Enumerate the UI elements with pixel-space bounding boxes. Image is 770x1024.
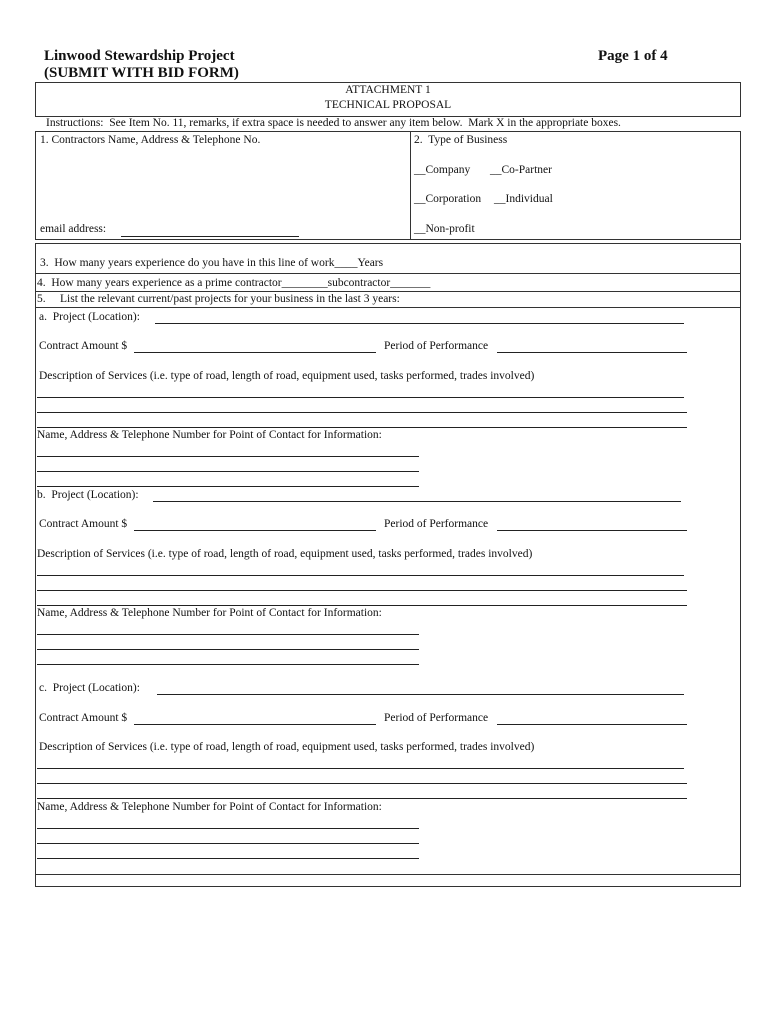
company-option[interactable]: __Company (414, 164, 471, 176)
project-a-contact-label: Name, Address & Telephone Number for Point of Contact for Information: (37, 429, 382, 441)
divider (410, 131, 411, 240)
project-a-period-field[interactable] (497, 352, 687, 353)
project-b-label: b. Project (Location): (37, 489, 139, 501)
project-b-location-field[interactable] (153, 501, 681, 502)
project-c-period-field[interactable] (497, 724, 687, 725)
project-b-contact-label: Name, Address & Telephone Number for Point of Contact for Information: (37, 607, 382, 619)
frame-left (35, 243, 36, 887)
project-a-period-label: Period of Performance (384, 340, 489, 352)
instructions: Instructions: See Item No. 11, remarks, if extra space is needed to answer any item below. Mark X in the appropriate boxes. (46, 117, 621, 129)
divider (35, 273, 741, 274)
project-c-contract-label: Contract Amount $ (39, 712, 128, 724)
divider (35, 886, 741, 887)
nonprofit-option[interactable]: __Non-profit (414, 223, 475, 235)
project-b-period-label: Period of Performance (384, 518, 489, 530)
project-a-contact-line[interactable] (37, 486, 419, 487)
project-c-contract-field[interactable] (134, 724, 376, 725)
project-b-description-line[interactable] (37, 590, 687, 591)
project-title: Linwood Stewardship Project (44, 48, 235, 64)
project-a-label: a. Project (Location): (39, 311, 140, 323)
project-a-contact-line[interactable] (37, 471, 419, 472)
divider (35, 243, 741, 244)
project-c-label: c. Project (Location): (39, 682, 140, 694)
project-b-description-line[interactable] (37, 575, 684, 576)
project-b-contact-line[interactable] (37, 634, 419, 635)
page-number: Page 1 of 4 (598, 48, 668, 64)
project-b-description-label: Description of Services (i.e. type of road, length of road, equipment used, tasks performed, trades involved) (37, 548, 533, 560)
question-5: 5. List the relevant current/past projects for your business in the last 3 years: (37, 293, 400, 305)
project-a-description-line[interactable] (37, 412, 687, 413)
project-c-contact-line[interactable] (37, 828, 419, 829)
section-1-label: 1. Contractors Name, Address & Telephone No. (40, 134, 261, 146)
question-4: 4. How many years experience as a prime contractor________subcontractor_______ (37, 277, 431, 289)
divider (35, 291, 741, 292)
individual-option[interactable]: __Individual (494, 193, 553, 205)
project-b-contact-line[interactable] (37, 664, 419, 665)
project-c-contact-line[interactable] (37, 843, 419, 844)
project-c-description-line[interactable] (37, 783, 687, 784)
project-a-contract-label: Contract Amount $ (39, 340, 128, 352)
email-label: email address: (40, 223, 107, 235)
project-c-description-line[interactable] (37, 768, 684, 769)
submit-note: (SUBMIT WITH BID FORM) (44, 65, 239, 81)
email-field[interactable] (121, 236, 299, 237)
corporation-option[interactable]: __Corporation (414, 193, 482, 205)
divider (35, 874, 741, 875)
project-b-contract-label: Contract Amount $ (39, 518, 128, 530)
copartner-option[interactable]: __Co-Partner (490, 164, 552, 176)
project-a-description-line[interactable] (37, 427, 687, 428)
project-c-period-label: Period of Performance (384, 712, 489, 724)
attachment-label: ATTACHMENT 1 (345, 84, 431, 96)
project-a-description-label: Description of Services (i.e. type of road, length of road, equipment used, tasks performed, trades involved) (39, 370, 535, 382)
project-c-description-label: Description of Services (i.e. type of road, length of road, equipment used, tasks performed, trades involved) (39, 741, 535, 753)
project-c-description-line[interactable] (37, 798, 687, 799)
proposal-label: TECHNICAL PROPOSAL (324, 99, 452, 111)
project-b-description-line[interactable] (37, 605, 687, 606)
project-a-description-line[interactable] (37, 397, 684, 398)
project-c-contact-label: Name, Address & Telephone Number for Point of Contact for Information: (37, 801, 382, 813)
project-c-location-field[interactable] (157, 694, 684, 695)
project-a-contract-field[interactable] (134, 352, 376, 353)
divider (35, 307, 741, 308)
project-c-contact-line[interactable] (37, 858, 419, 859)
section-2-label: 2. Type of Business (414, 134, 508, 146)
project-a-location-field[interactable] (155, 323, 684, 324)
project-a-contact-line[interactable] (37, 456, 419, 457)
frame-right (740, 243, 741, 887)
contractor-info-box (35, 131, 741, 240)
project-b-contract-field[interactable] (134, 530, 376, 531)
project-b-contact-line[interactable] (37, 649, 419, 650)
project-b-period-field[interactable] (497, 530, 687, 531)
question-3: 3. How many years experience do you have in this line of work____Years (40, 257, 384, 269)
